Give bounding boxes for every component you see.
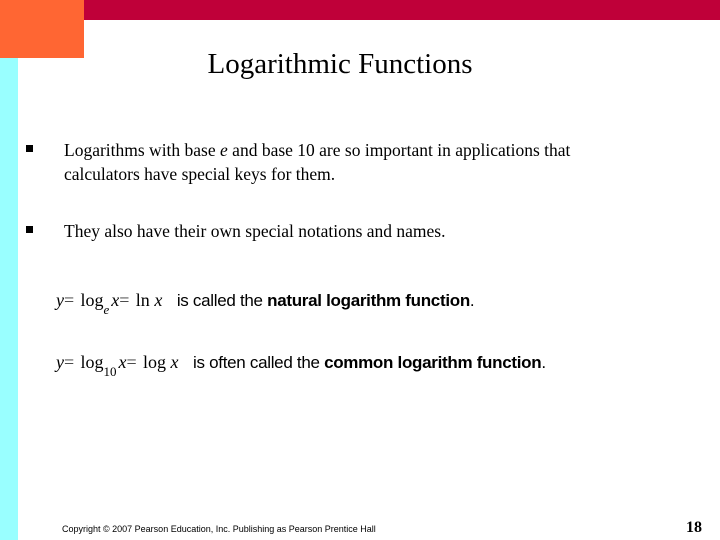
equals-glyph: = bbox=[64, 352, 75, 372]
slide-title: Logarithmic Functions bbox=[207, 48, 473, 80]
equals-glyph: = bbox=[119, 290, 130, 310]
common-log-description: is often called the common logarithm function. bbox=[193, 353, 546, 372]
equals-glyph: = bbox=[126, 352, 137, 372]
bullet-text-1: Logarithms with base e and base 10 are so important in applications that calculators have special keys for them. bbox=[64, 140, 571, 184]
square-bullet-icon bbox=[26, 226, 33, 233]
natural-log-description: is called the natural logarithm function. bbox=[176, 291, 475, 310]
bullet-text-2: They also have their own special notations and names. bbox=[64, 221, 446, 241]
equals-glyph: = bbox=[64, 290, 75, 310]
common-log-formula: $y= \log_{10} x= \log x$ is often called the common logarithm function. bbox=[56, 352, 546, 379]
page-number: 18 bbox=[686, 519, 702, 536]
natural-log-formula: $y= \log_e x= \ln x$ is called the natural logarithm function. bbox=[56, 290, 475, 317]
top-accent-bar bbox=[84, 0, 720, 20]
copyright-footer: Copyright © 2007 Pearson Education, Inc. Publishing as Pearson Prentice Hall bbox=[62, 524, 376, 534]
square-bullet-icon bbox=[26, 145, 33, 152]
